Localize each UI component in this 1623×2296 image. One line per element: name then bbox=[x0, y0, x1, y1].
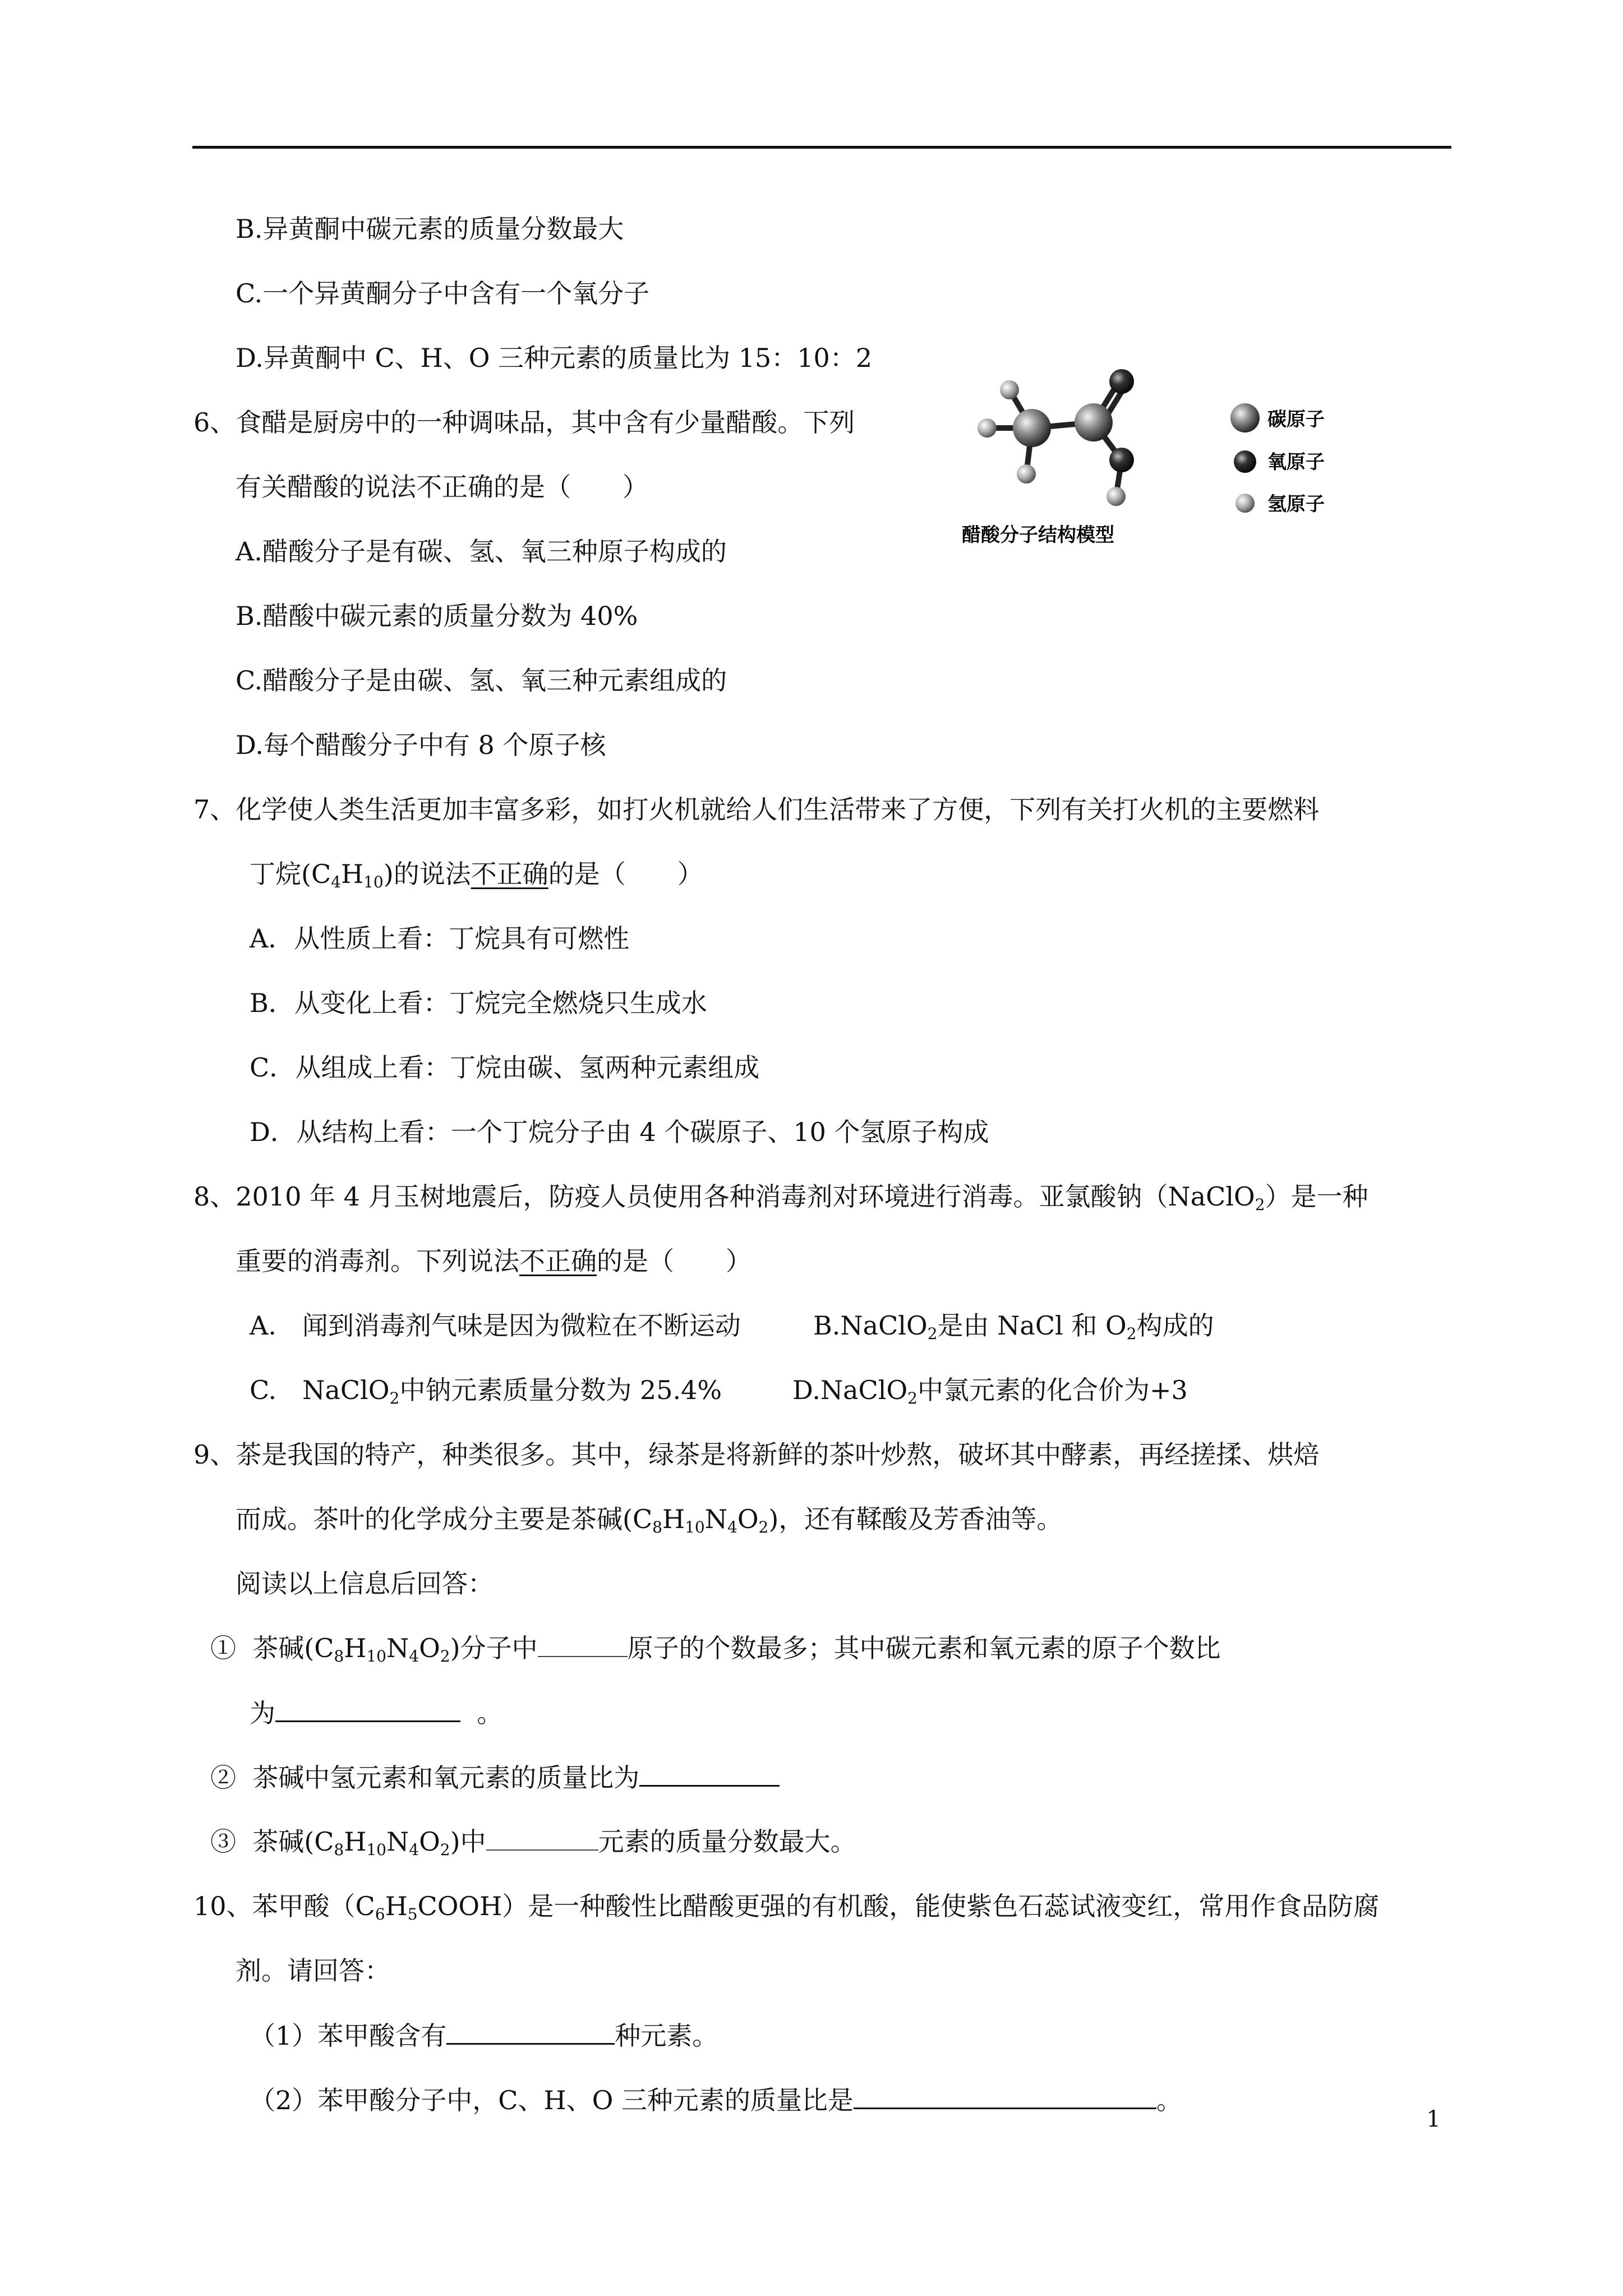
q9-read-prompt: 阅读以上信息后回答： bbox=[236, 1568, 494, 1599]
q9-stem-line2: 而成。茶叶的化学成分主要是茶碱$(C_8H_{10}N_4O_2)$，还有鞣酸及芳香油等。 bbox=[236, 1504, 1063, 1536]
q10-part1: （1）苯甲酸含有 种元素。 bbox=[250, 2018, 718, 2053]
hydrogen-atom bbox=[1017, 464, 1036, 484]
q9-part1-blank-ratio[interactable] bbox=[275, 1696, 460, 1722]
q6-option-d: D.每个醋酸分子中有 8 个原子核 bbox=[236, 730, 606, 760]
hydrogen-atom bbox=[1000, 380, 1019, 399]
q9-part2-blank[interactable] bbox=[639, 1760, 780, 1787]
q10-part2-blank[interactable] bbox=[854, 2083, 1156, 2109]
q5-option-d: D.异黄酮中 C、H、O 三种元素的质量比为 15：10：2 bbox=[236, 343, 873, 373]
q10-stem-line1: 10、苯甲酸$(C_6H_5COOH)$是一种酸性比醋酸更强的有机酸，能使紫色石蕊试液变红，常用作食品防腐 bbox=[193, 1891, 1380, 1924]
q8-option-d: D.NaClO$_2$中氯元素的化合价为+3 bbox=[792, 1375, 1188, 1407]
q7-option-a: A．从性质上看：丁烷具有可燃性 bbox=[250, 923, 630, 954]
q6-stem-line2: 有关醋酸的说法不正确的是（ ） bbox=[236, 472, 648, 502]
q7-option-b: B．从变化上看：丁烷完全燃烧只生成水 bbox=[250, 988, 707, 1018]
carbon-atom bbox=[1013, 409, 1051, 447]
q9-stem-line1: 9、茶是我国的特产，种类很多。其中，绿茶是将新鲜的茶叶炒熬，破坏其中酵素，再经搓揉、烘焙 bbox=[193, 1439, 1320, 1470]
q7-stem-line2: 丁烷$(C_4H_{10})$的说法不正确的是（ ） bbox=[250, 859, 703, 891]
oxygen-atom bbox=[1109, 369, 1134, 394]
acetic-acid-model-figure bbox=[959, 356, 1363, 558]
q9-part1-blank-atom[interactable] bbox=[538, 1631, 628, 1657]
carbon-atom bbox=[1075, 403, 1113, 441]
page-number: 1 bbox=[1426, 2106, 1441, 2132]
q6-option-b: B.醋酸中碳元素的质量分数为 40% bbox=[236, 601, 638, 631]
figure-caption: 醋酸分子结构模型 bbox=[962, 524, 1114, 546]
q8-option-c: C. NaClO$_2$中钠元素质量分数为 25.4% bbox=[250, 1375, 722, 1407]
q9-part3-blank[interactable] bbox=[486, 1825, 598, 1851]
q8-option-b: B.NaClO$_2$是由 NaCl 和 $O_2$构成的 bbox=[813, 1310, 1214, 1343]
acetic-acid-model-diagram bbox=[959, 356, 1363, 558]
q9-part3: ③ 茶碱$(C_8H_{10}N_4O_2)$中 元素的质量分数最大。 bbox=[210, 1825, 856, 1858]
q8-stem-line2: 重要的消毒剂。下列说法不正确的是（ ） bbox=[236, 1246, 751, 1276]
q10-stem-line2: 剂。请回答： bbox=[236, 1955, 390, 1986]
q8-stem-line1: 8、2010 年 4 月玉树地震后，防疫人员使用各种消毒剂对环境进行消毒。亚氯酸钠（NaClO$_2$）是一种 bbox=[193, 1181, 1368, 1214]
header-rule bbox=[192, 146, 1451, 149]
q6-option-a: A.醋酸分子是有碳、氢、氧三种原子构成的 bbox=[236, 536, 727, 567]
q5-option-c: C.一个异黄酮分子中含有一个氧分子 bbox=[236, 278, 650, 309]
q6-stem-line1: 6、食醋是厨房中的一种调味品，其中含有少量醋酸。下列 bbox=[193, 407, 855, 438]
q8-option-a: A. 闻到消毒剂气味是因为微粒在不断运动 bbox=[250, 1310, 741, 1341]
q9-part2: ② 茶碱中氢元素和氧元素的质量比为 bbox=[210, 1760, 780, 1795]
q6-option-c: C.醋酸分子是由碳、氢、氧三种元素组成的 bbox=[236, 665, 727, 696]
legend-hydrogen-swatch bbox=[1235, 494, 1255, 513]
legend-oxygen-swatch bbox=[1234, 450, 1256, 473]
q7-option-d: D．从结构上看：一个丁烷分子由 4 个碳原子、10 个氢原子构成 bbox=[250, 1117, 989, 1147]
q7-stem-line1: 7、化学使人类生活更加丰富多彩，如打火机就给人们生活带来了方便，下列有关打火机的主要燃料 bbox=[193, 794, 1320, 825]
q9-part1-line2: 为 。 bbox=[250, 1696, 502, 1730]
q10-part1-blank[interactable] bbox=[446, 2018, 615, 2045]
oxygen-atom bbox=[1109, 448, 1134, 472]
legend-label-oxygen: 氧原子 bbox=[1267, 451, 1325, 473]
legend-label-carbon: 碳原子 bbox=[1267, 408, 1325, 431]
q7-option-c: C．从组成上看：丁烷由碳、氢两种元素组成 bbox=[250, 1052, 760, 1083]
q10-part2: （2）苯甲酸分子中，C、H、O 三种元素的质量比是 。 bbox=[250, 2083, 1182, 2117]
legend-label-hydrogen: 氢原子 bbox=[1267, 493, 1325, 516]
q9-part1-line1: ① 茶碱$(C_8H_{10}N_4O_2)$分子中 原子的个数最多；其中碳元素和氧元素的原子个数比 bbox=[210, 1631, 1221, 1665]
q5-option-b: B.异黄酮中碳元素的质量分数最大 bbox=[236, 214, 624, 244]
hydrogen-atom bbox=[1106, 487, 1126, 506]
legend-carbon-swatch bbox=[1230, 403, 1260, 432]
hydrogen-atom bbox=[978, 418, 997, 438]
